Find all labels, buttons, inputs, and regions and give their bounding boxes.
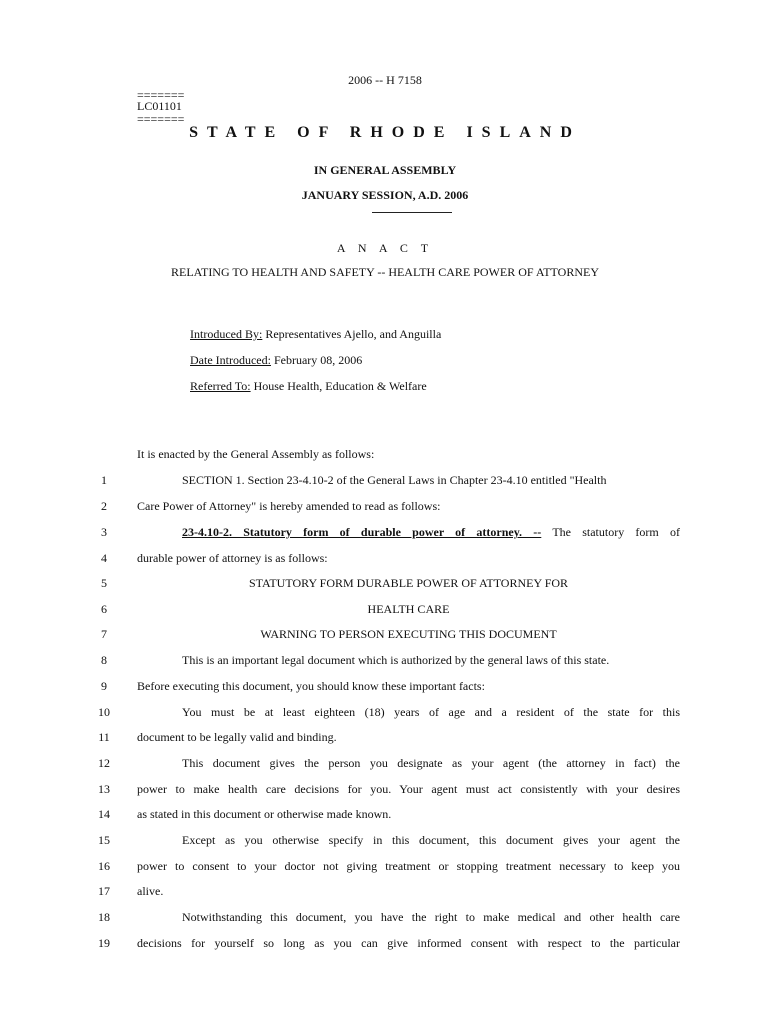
line-number: 10: [98, 705, 110, 719]
referred-to-value: House Health, Education & Welfare: [250, 379, 427, 393]
line-number: 17: [98, 884, 110, 898]
line-text: STATUTORY FORM DURABLE POWER OF ATTORNEY FOR: [248, 576, 569, 590]
lc-code: LC01101: [137, 99, 182, 113]
line-text: document to be legally valid and binding.: [137, 730, 337, 744]
state-title: STATE OF RHODE ISLAND: [189, 124, 581, 141]
line-text: This is an important legal document which is authorized by the general laws of this state.: [182, 653, 610, 667]
section-heading: 23-4.10-2. Statutory form of durable power of attorney. --: [182, 525, 542, 539]
line-text: power to make health care decisions for you. Your agent must act consistently with your desires: [137, 782, 680, 796]
line-text: Except as you otherwise specify in this document, this document gives your agent the: [182, 833, 680, 847]
date-introduced: [190, 353, 362, 368]
line-number: 1: [101, 473, 107, 487]
line-number: 18: [98, 910, 110, 924]
line-text: WARNING TO PERSON EXECUTING THIS DOCUMENT: [260, 627, 557, 641]
referred-to: [190, 379, 427, 394]
line-number: 12: [98, 756, 110, 770]
line-number: 8: [101, 653, 107, 667]
line-text: HEALTH CARE: [367, 602, 450, 616]
line-number: 14: [98, 807, 110, 821]
introduced-by: [190, 327, 441, 342]
line-number: 4: [101, 551, 107, 565]
session: JANUARY SESSION, A.D. 2006: [301, 188, 469, 202]
line-number: 16: [98, 859, 110, 873]
line-number: 6: [101, 602, 107, 616]
introduced-by-value: Representatives Ajello, and Anguilla: [262, 327, 442, 341]
lc-rule-top: =======: [137, 88, 185, 102]
referred-to-label: Referred To:: [190, 379, 251, 393]
line-text: power to consent to your doctor not giving treatment or stopping treatment necessary to keep you: [137, 859, 680, 873]
introduced-by-label: Introduced By:: [190, 327, 263, 341]
line-number: 3: [101, 525, 107, 539]
line-number: 7: [101, 627, 107, 641]
line-text: durable power of attorney is as follows:: [137, 551, 328, 565]
line-text: This document gives the person you designate as your agent (the attorney in fact) the: [182, 756, 680, 770]
bill-number: 2006 -- H 7158: [348, 73, 422, 87]
section-heading-rest: The statutory form of: [541, 525, 680, 539]
line-number: 11: [98, 730, 110, 744]
session-divider: [372, 212, 452, 213]
line-text: Notwithstanding this document, you have the right to make medical and other health care: [182, 910, 680, 924]
line-text: SECTION 1. Section 23-4.10-2 of the General Laws in Chapter 23-4.10 entitled "Health: [182, 473, 607, 487]
line-text: [137, 525, 680, 540]
act-title: RELATING TO HEALTH AND SAFETY -- HEALTH CARE POWER OF ATTORNEY: [170, 265, 599, 279]
line-text: Before executing this document, you should know these important facts:: [137, 679, 485, 693]
line-text: Care Power of Attorney" is hereby amended to read as follows:: [137, 499, 441, 513]
line-number: 13: [98, 782, 110, 796]
line-number: 2: [101, 499, 107, 513]
line-number: 15: [98, 833, 110, 847]
lc-rule-bottom: =======: [137, 112, 185, 126]
line-number: 19: [98, 936, 110, 950]
enacting-clause: It is enacted by the General Assembly as follows:: [137, 447, 375, 461]
general-assembly: IN GENERAL ASSEMBLY: [313, 163, 457, 177]
line-number: 5: [101, 576, 107, 590]
line-number: 9: [101, 679, 107, 693]
date-introduced-value: February 08, 2006: [270, 353, 363, 367]
line-text: alive.: [137, 884, 164, 898]
act-heading: A N A C T: [336, 241, 434, 255]
line-text: decisions for yourself so long as you can give informed consent with respect to the particular: [137, 936, 680, 950]
line-text: You must be at least eighteen (18) years of age and a resident of the state for this: [182, 705, 680, 719]
date-introduced-label: Date Introduced:: [190, 353, 271, 367]
line-text: as stated in this document or otherwise made known.: [137, 807, 392, 821]
